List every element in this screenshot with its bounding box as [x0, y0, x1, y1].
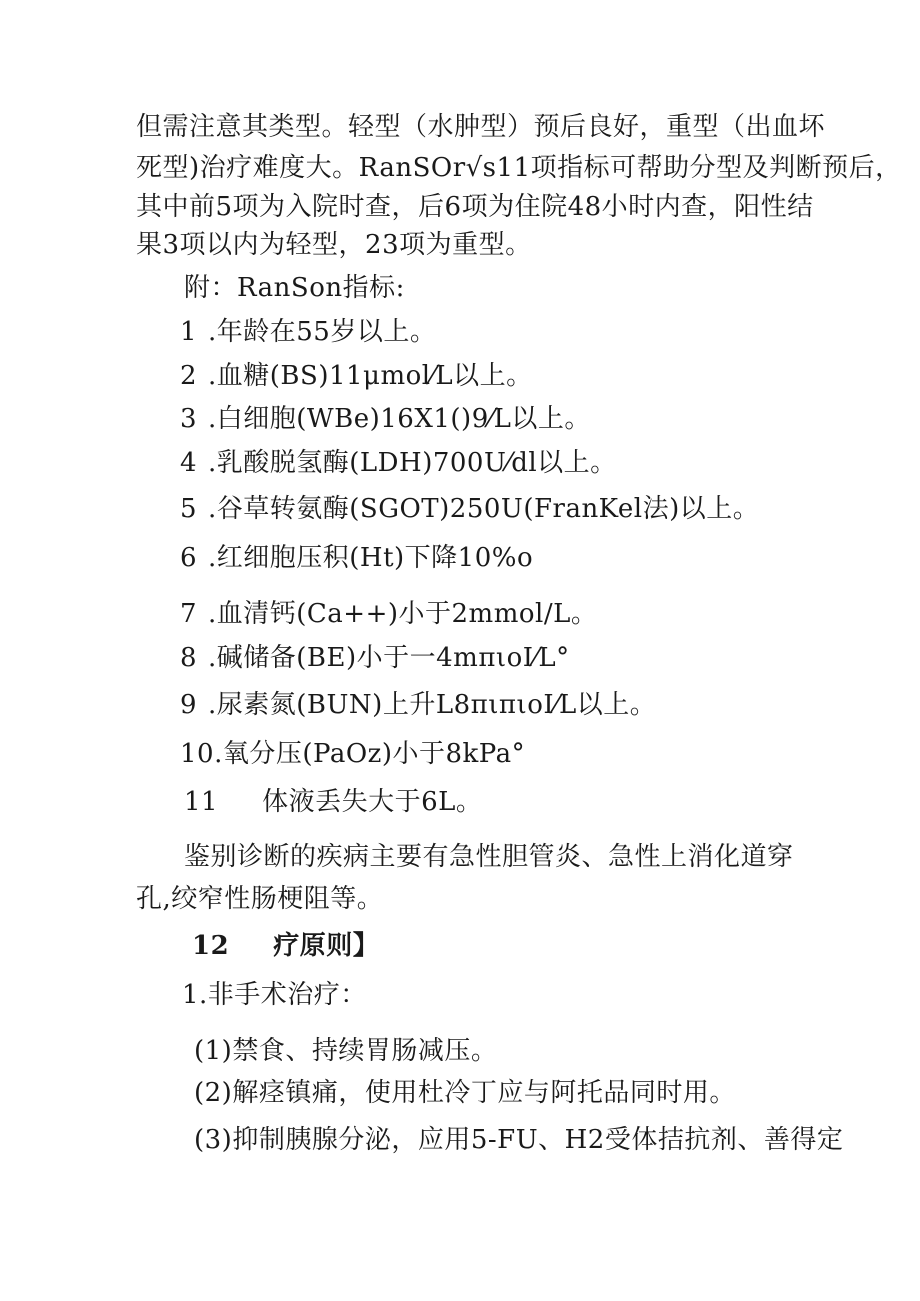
item-number: 9 [180, 690, 198, 720]
item-number: 6 [180, 543, 198, 573]
treatment-number: 12 [192, 931, 230, 961]
ranson-item-2 [180, 359, 533, 393]
ranson-item-3 [180, 402, 591, 436]
item-text: .年龄在55岁以上。 [208, 317, 437, 347]
treatment-title: 疗原则】 [273, 931, 380, 961]
differential-line-2: 孔,绞窄性肠梗阻等。 [136, 884, 384, 914]
item-text: .谷草转氨酶(SGOT)250U(FranKel法)以上。 [208, 494, 760, 524]
item-text: .红细胞压积(Ht)下降10%o [208, 543, 534, 573]
intro-line-4: 果3项以内为轻型，23项为重型。 [136, 230, 532, 260]
item-number: 5 [180, 494, 198, 524]
item-text: .碱储备(BE)小于一4mπιoI⁄L° [208, 643, 570, 673]
ranson-item-7 [180, 597, 597, 631]
item-number: 4 [180, 448, 198, 478]
item-number: 11 [184, 787, 219, 817]
ranson-item-11 [184, 785, 482, 819]
intro-line-2: 死型)治疗难度大。RanSOr√s11项指标可帮助分型及判断预后， [136, 153, 902, 183]
ranson-item-1 [180, 315, 436, 349]
item-text: .血清钙(Ca++)小于2mmol/L。 [208, 599, 598, 629]
ranson-item-9 [180, 688, 656, 722]
item-text: .乳酸脱氢酶(LDH)700U⁄dl以上。 [208, 448, 617, 478]
item-text: .血糖(BS)11μmol⁄L以上。 [208, 361, 533, 391]
item-number: 3 [180, 404, 198, 434]
treatment-item-3: (3)抑制胰腺分泌，应用5-FU、H2受体拮抗剂、善得定 [194, 1125, 844, 1155]
ranson-item-10 [180, 737, 525, 771]
treatment-item-1: (1)禁食、持续胃肠减压。 [194, 1036, 498, 1066]
item-text: .白细胞(WBe)16X1()9⁄L以上。 [208, 404, 591, 434]
ranson-item-5 [180, 492, 759, 526]
ranson-heading: 附：RanSon指标: [184, 273, 405, 303]
item-number: 7 [180, 599, 198, 629]
item-number: 8 [180, 643, 198, 673]
treatment-item-2: (2)解痉镇痛，使用杜冷丁应与阿托品同时用。 [194, 1078, 736, 1108]
ranson-item-8 [180, 641, 570, 675]
intro-line-1: 但需注意其类型。轻型（水肿型）预后良好，重型（出血坏 [136, 112, 826, 142]
item-text: .氧分压(PaOz)小于8kPa° [214, 739, 526, 769]
treatment-subheading: 1.非手术治疗： [182, 980, 367, 1010]
item-text: .尿素氮(BUN)上升L8πιπιoI⁄L以上。 [208, 690, 657, 720]
item-number: 1 [180, 317, 198, 347]
intro-line-3: 其中前5项为入院时查，后6项为住院48小时内查，阳性结 [136, 192, 814, 222]
differential-line-1: 鉴别诊断的疾病主要有急性胆管炎、急性上消化道穿 [184, 842, 794, 872]
ranson-item-4 [180, 446, 617, 480]
ranson-item-6 [180, 541, 533, 575]
item-number: 2 [180, 361, 198, 391]
treatment-heading [192, 929, 379, 963]
item-text: 体液丢失大于6L。 [262, 787, 483, 817]
item-number: 10 [180, 739, 215, 769]
